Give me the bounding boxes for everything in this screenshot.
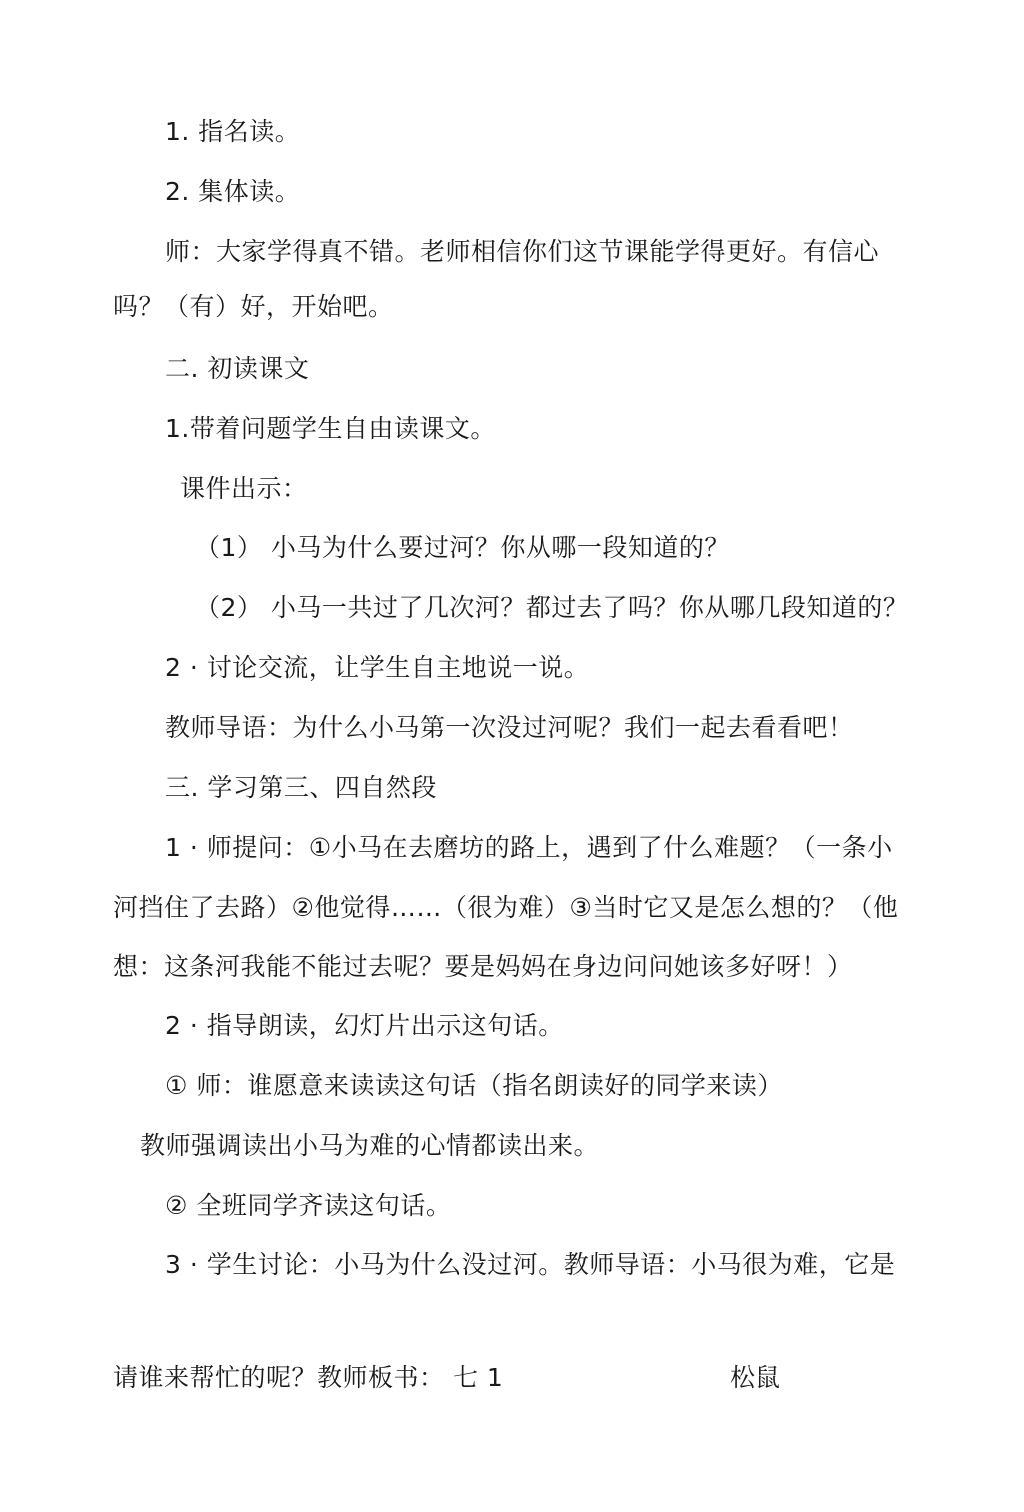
text-line-20: 3 · 学生讨论：小马为什么没过河。教师导语：小马很为难，它是 (165, 1250, 896, 1279)
text-line-19: ② 全班同学齐读这句话。 (165, 1191, 452, 1220)
text-line-7: 课件出示： (180, 474, 308, 503)
text-line-6: 1.带着问题学生自由读课文。 (165, 414, 496, 443)
section-heading-3: 三. 学习第三、四自然段 (165, 773, 437, 802)
text-line-1: 1. 指名读。 (165, 117, 301, 146)
text-line-11: 教师导语：为什么小马第一次没过河呢？我们一起去看看吧！ (165, 713, 854, 742)
text-line-18: 教师强调读出小马为难的心情都读出来。 (140, 1131, 600, 1160)
text-line-2: 2. 集体读。 (165, 177, 301, 206)
text-line-3: 师：大家学得真不错。老师相信你们这节课能学得更好。有信心 (165, 237, 880, 266)
section-heading-2: 二. 初读课文 (165, 354, 310, 383)
text-line-4: 吗？（有）好，开始吧。 (113, 292, 394, 321)
footer-right-text: 松鼠 (730, 1363, 781, 1392)
text-line-10: 2 · 讨论交流，让学生自主地说一说。 (165, 653, 590, 682)
text-line-17: ① 师：谁愿意来读读这句话（指名朗读好的同学来读） (165, 1071, 783, 1100)
text-line-15: 想：这条河我能不能过去呢？要是妈妈在身边问问她该多好呀！） (113, 952, 853, 981)
question-1: （1） 小马为什么要过河？你从哪一段知道的？ (195, 533, 730, 562)
footer-left-text: 请谁来帮忙的呢？教师板书： 七 1 (113, 1363, 504, 1392)
text-line-16: 2 · 指导朗读，幻灯片出示这句话。 (165, 1011, 564, 1040)
text-line-13: 1 · 师提问：①小马在去磨坊的路上，遇到了什么难题？（一条小 (165, 833, 893, 862)
question-2: （2） 小马一共过了几次河？都过去了吗？你从哪几段知道的？ (195, 593, 909, 622)
text-line-14: 河挡住了去路）②他觉得……（很为难）③当时它又是怎么想的？（他 (113, 893, 899, 922)
